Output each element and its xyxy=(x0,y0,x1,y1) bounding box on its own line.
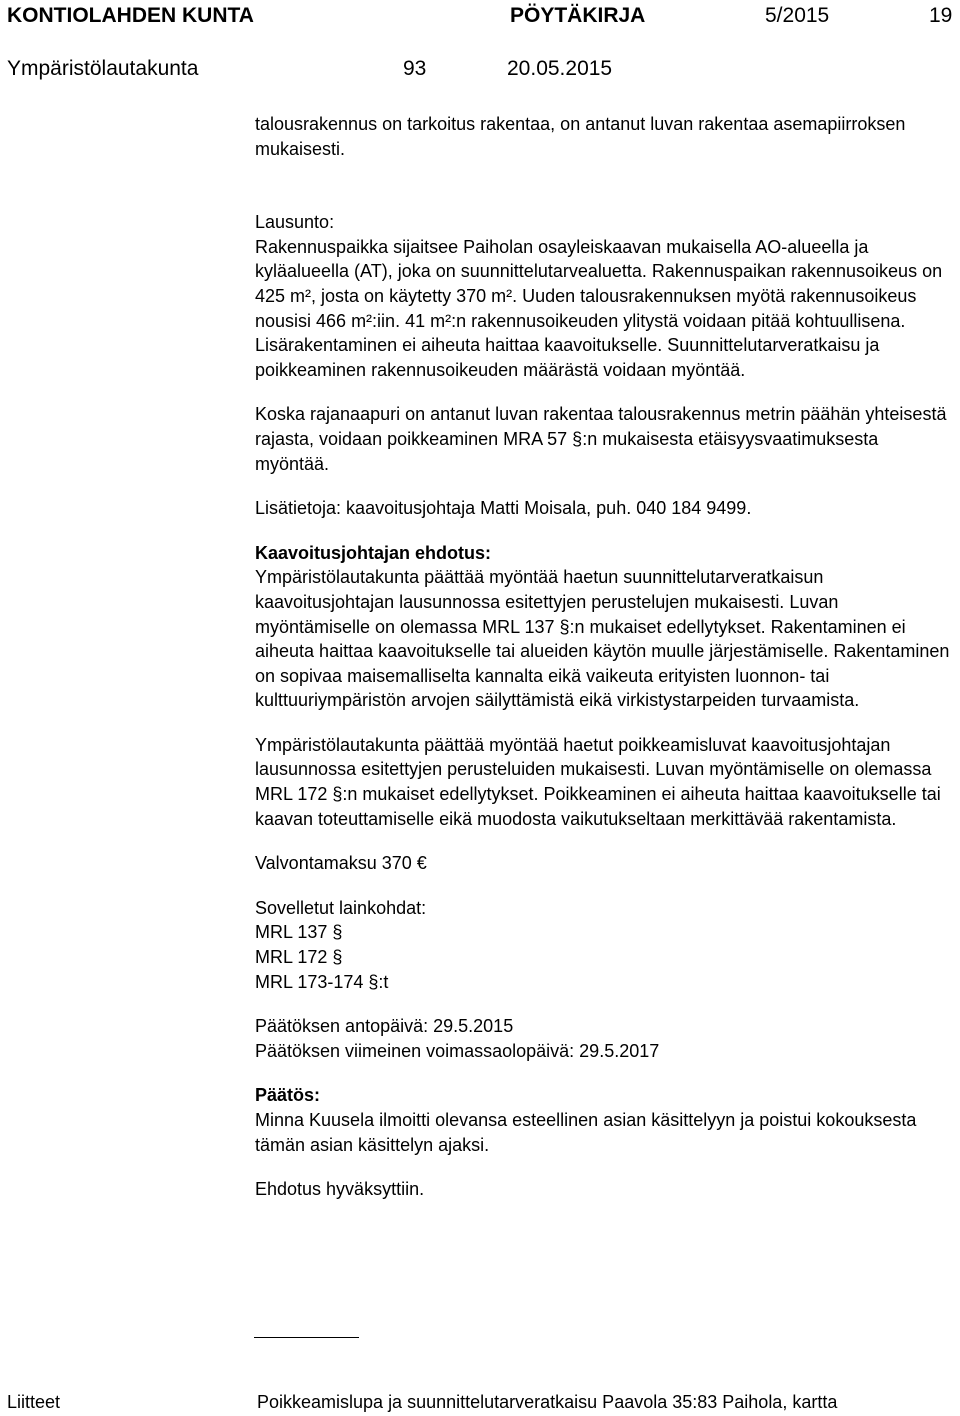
statement-heading xyxy=(255,210,955,235)
decision-paragraph: Minna Kuusela ilmoitti olevansa esteellinen asian käsittelyyn ja poistui kokouksesta tämän asian käsittelyn ajaksi. xyxy=(255,1110,917,1155)
proposal-paragraph-1: Ympäristölautakunta päättää myöntää haetun suunnittelutarveratkaisun kaavoitusjohtajan lausunnossa esitettyjen perustelujen mukaisesti. Luvan myöntämiselle on olemassa MRL 137 §:n mukaiset edellytykset. Rakentaminen ei aiheuta haittaa kaavoitukselle tai alueiden käytön muulle järjestämiselle. Rakentaminen on sopivaa maisemalliselta kannalta eikä vaikeuta erityisten luonnon- tai kulttuuriympäristön arvojen säilyttämistä eikä virkistystarpeiden turvaamista. xyxy=(255,567,950,711)
decision-heading: Päätös: xyxy=(255,1085,321,1106)
document-type: PÖYTÄKIRJA xyxy=(510,4,646,27)
intro-paragraph: talousrakennus on tarkoitus rakentaa, on antanut luvan rakentaa asemapiirroksen mukaisesti. xyxy=(255,114,906,159)
proposal-paragraph-2: Ympäristölautakunta päättää myöntää haetut poikkeamisluvat kaavoitusjohtajan lausunnossa esitettyjen perusteluiden mukaisesti. Luvan myöntämiselle on olemassa MRL 172 §:n mukaiset edellytykset. Poikkeaminen ei aiheuta haittaa kaavoitukselle tai kaavan toteuttamiselle eikä muodosta vaikutukseltaan merkittävää rakentamista. xyxy=(255,734,941,829)
provision-item: MRL 172 § xyxy=(255,947,343,968)
contact-paragraph: Lisätietoja: kaavoitusjohtaja Matti Moisala, puh. 040 184 9499. xyxy=(255,498,752,519)
statement-heading-text: Lausunto: xyxy=(255,212,335,233)
attachments-label: Liitteet xyxy=(7,1392,61,1412)
attachments-text: Poikkeamislupa ja suunnittelutarveratkaisu Paavola 35:83 Paihola, kartta xyxy=(257,1392,838,1412)
neighbour-paragraph: Koska rajanaapuri on antanut luvan rakentaa talousrakennus metrin päähän yhteisestä rajasta, voidaan poikkeaminen MRA 57 §:n mukaisesta etäisyysvaatimuksesta myöntää. xyxy=(255,404,947,474)
provision-item: MRL 173-174 §:t xyxy=(255,971,389,992)
validity-date: Päätöksen viimeinen voimassaolopäivä: 29.5.2017 xyxy=(255,1040,660,1061)
document-body xyxy=(255,112,955,1202)
section-number: 93 xyxy=(403,57,427,80)
municipality-name: KONTIOLAHDEN KUNTA xyxy=(7,4,254,27)
applied-provisions-label: Sovelletut lainkohdat: xyxy=(255,897,427,918)
approval-line: Ehdotus hyväksyttiin. xyxy=(255,1179,425,1200)
fee-line: Valvontamaksu 370 € xyxy=(255,853,427,874)
signature-rule xyxy=(254,1337,359,1338)
decision-date: Päätöksen antopäivä: 29.5.2015 xyxy=(255,1016,514,1037)
document-issue: 5/2015 xyxy=(765,4,830,27)
page-number: 19 xyxy=(929,4,953,27)
provision-item: MRL 137 § xyxy=(255,922,343,943)
proposal-heading: Kaavoitusjohtajan ehdotus: xyxy=(255,542,492,563)
board-name: Ympäristölautakunta xyxy=(7,57,199,80)
meeting-date: 20.05.2015 xyxy=(507,57,613,80)
statement-paragraph: Rakennuspaikka sijaitsee Paiholan osayleiskaavan mukaisella AO-alueella ja kyläalueella (AT), joka on suunnittelutarvealuetta. Rakennuspaikan rakennusoikeus on 425 m², josta on käytetty 370 m². Uuden talousrakennuksen myötä rakennusoikeus nousisi 466 m²:iin. 41 m²:n rakennusoikeuden ylitystä voidaan pitää kohtuullisena. Lisärakentaminen ei aiheuta haittaa kaavoitukselle. Suunnittelutarveratkaisu ja poikkeaminen rakennusoikeuden määrästä voidaan myöntää. xyxy=(255,236,943,380)
